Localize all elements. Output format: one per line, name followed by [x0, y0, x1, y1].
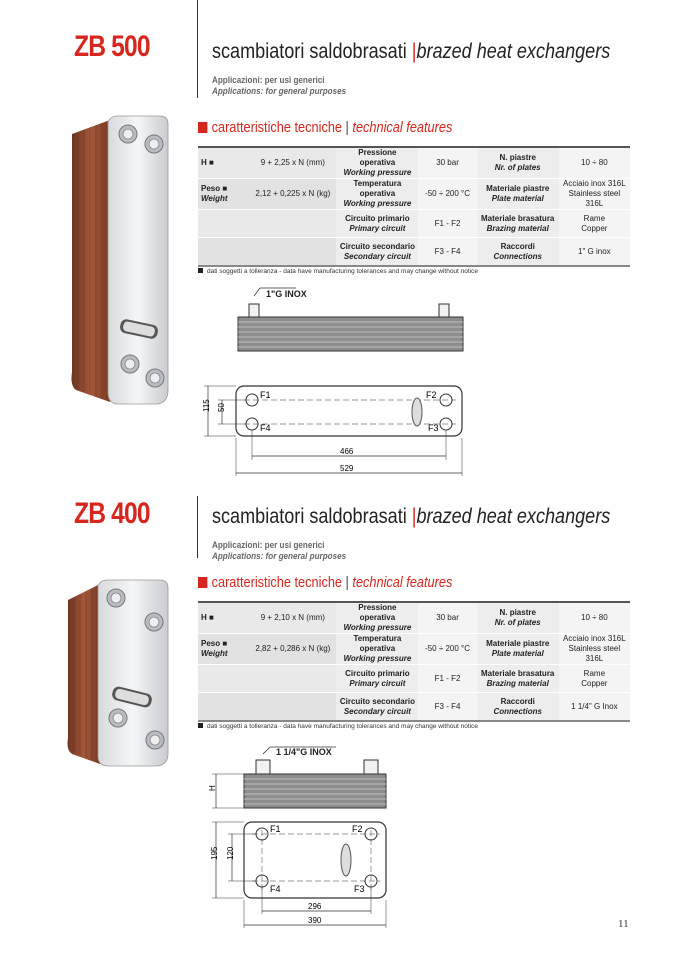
- dim-h-label: H: [208, 785, 217, 791]
- spec-key: [198, 238, 249, 267]
- port-f1-label: F1: [270, 824, 281, 834]
- spec-value-it: Rame: [583, 213, 606, 223]
- spec-key-it: Pressione operativa: [358, 148, 397, 167]
- features-heading: [198, 574, 452, 591]
- spec-key-it: Temperatura operativa: [353, 179, 402, 198]
- spec-key-it: Materiale brasatura: [481, 213, 555, 223]
- port-f4-label: F4: [260, 423, 271, 433]
- port-f3-label: F3: [428, 423, 439, 433]
- technical-drawing-zb500: [196, 282, 486, 478]
- spec-value-en: Stainless steel 316L: [568, 189, 621, 208]
- spec-key: [336, 665, 418, 693]
- spec-value-it: Acciaio inox 316L: [562, 179, 626, 188]
- spec-key: [477, 634, 559, 665]
- spec-value: [249, 693, 336, 722]
- spec-key: [198, 665, 249, 693]
- heat-exchanger-photo-zb400: [60, 578, 176, 768]
- model-title-zb400: ZB 400: [74, 497, 150, 530]
- spec-table-zb400: [198, 601, 630, 722]
- title-separator: |: [411, 40, 417, 63]
- spec-table-zb500: [198, 146, 630, 267]
- spec-value: 10 ÷ 80: [559, 147, 630, 179]
- spec-value: [559, 634, 630, 665]
- dim-height-outer: 115: [202, 399, 211, 412]
- side-view: [238, 288, 463, 351]
- spec-key: [198, 693, 249, 722]
- port-f4-label: F4: [270, 884, 281, 894]
- spec-key: [477, 238, 559, 267]
- spec-key: [336, 210, 418, 238]
- spec-key-en: Nr. of plates: [494, 618, 541, 627]
- spec-key-it: Temperatura operativa: [353, 634, 402, 653]
- spec-key-en: Weight: [201, 194, 228, 203]
- front-view: [210, 822, 386, 928]
- spec-key: [336, 238, 418, 267]
- red-square-icon: [198, 122, 207, 133]
- applications-en: Applications: for general purposes: [212, 551, 347, 561]
- spec-key: [477, 693, 559, 722]
- port-f2-label: F2: [352, 824, 363, 834]
- spec-value: 2,12 + 0,225 x N (kg): [249, 179, 336, 210]
- spec-key: [198, 602, 249, 634]
- spec-value: [249, 238, 336, 267]
- spec-key-en: Working pressure: [343, 168, 412, 177]
- section-title: [212, 505, 610, 529]
- spec-key-en: Brazing material: [486, 223, 549, 233]
- spec-key-it: Peso ■: [201, 639, 228, 648]
- spec-key-en: Nr. of plates: [494, 163, 541, 172]
- features-en: technical features: [352, 119, 453, 136]
- dim-height-outer: 195: [210, 846, 219, 860]
- spec-key-en: Brazing material: [486, 678, 549, 688]
- spec-key: [198, 179, 249, 210]
- spec-value: [559, 210, 630, 238]
- applications-it: Applicazioni: per usi generici: [212, 75, 325, 85]
- spec-key-it: Circuito primario: [345, 213, 410, 223]
- dim-width-ports: 296: [308, 902, 322, 911]
- spec-value-en: Stainless steel 316L: [568, 644, 621, 663]
- spec-value: 1 1/4" G Inox: [559, 693, 630, 722]
- dim-height-ports: 120: [226, 846, 235, 860]
- spec-key-it: Materiale piastre: [486, 184, 550, 193]
- features-en: technical features: [352, 574, 453, 591]
- features-it: caratteristiche tecniche: [211, 119, 342, 136]
- spec-key: [198, 634, 249, 665]
- spec-key: [198, 210, 249, 238]
- spec-value-it: Acciaio inox 316L: [562, 634, 626, 643]
- features-separator: |: [345, 119, 349, 136]
- spec-key: [477, 665, 559, 693]
- spec-value: 30 bar: [418, 147, 476, 179]
- spec-value: 30 bar: [418, 602, 476, 634]
- spec-key-it: Raccordi: [500, 241, 535, 251]
- spec-key: [336, 602, 418, 634]
- spec-key: [336, 693, 418, 722]
- spec-key-en: Primary circuit: [349, 223, 406, 233]
- applications-it: Applicazioni: per usi generici: [212, 540, 325, 550]
- spec-key-en: Weight: [201, 649, 228, 658]
- title-en: brazed heat exchangers: [416, 40, 611, 63]
- section-title: [212, 40, 610, 64]
- page-number: 11: [618, 918, 629, 930]
- spec-value: [249, 210, 336, 238]
- spec-key-it: Raccordi: [500, 696, 535, 706]
- spec-key-it: N. piastre: [499, 608, 536, 617]
- spec-key-en: Plate material: [491, 649, 544, 658]
- red-square-icon: [198, 577, 207, 588]
- bullet-square-icon: [198, 268, 203, 273]
- applications: [212, 75, 346, 97]
- spec-key: [336, 147, 418, 179]
- spec-value: 9 + 2,25 x N (mm): [249, 147, 336, 179]
- spec-value: 10 ÷ 80: [559, 602, 630, 634]
- spec-value: [559, 665, 630, 693]
- applications: [212, 540, 346, 562]
- connection-label: 1"G INOX: [266, 289, 307, 299]
- spec-key-it: Peso ■: [201, 184, 228, 193]
- port-f1-label: F1: [260, 390, 271, 400]
- spec-key-en: Secondary circuit: [343, 251, 411, 261]
- spec-key-it: Pressione operativa: [358, 603, 397, 622]
- heat-exchanger-photo-zb500: [62, 112, 177, 412]
- tolerance-note: [198, 268, 478, 275]
- model-title-zb500: ZB 500: [74, 30, 150, 63]
- spec-key-en: Working pressure: [343, 199, 412, 208]
- title-divider: [197, 496, 198, 558]
- title-separator: |: [411, 505, 417, 528]
- dim-width-ports: 466: [340, 447, 354, 456]
- port-f3-label: F3: [354, 884, 365, 894]
- spec-key-it: N. piastre: [499, 153, 536, 162]
- tolerance-note-text: dati soggetti a tolleranza - data have manufacturing tolerances and may change without notice: [207, 268, 479, 275]
- spec-value: F3 - F4: [418, 693, 476, 722]
- features-heading: [198, 119, 452, 136]
- spec-value-en: Copper: [581, 678, 608, 688]
- title-en: brazed heat exchangers: [416, 505, 611, 528]
- spec-key-it: H ■: [201, 613, 214, 622]
- spec-key-it: H ■: [201, 158, 214, 167]
- features-it: caratteristiche tecniche: [211, 574, 342, 591]
- port-f2-label: F2: [426, 390, 437, 400]
- spec-key-en: Working pressure: [343, 654, 412, 663]
- bullet-square-icon: [198, 723, 203, 728]
- side-view: [208, 747, 386, 808]
- spec-key-en: Primary circuit: [349, 678, 406, 688]
- spec-key-en: Secondary circuit: [343, 706, 411, 716]
- connection-label: 1 1/4"G INOX: [276, 747, 332, 757]
- spec-key: [198, 147, 249, 179]
- technical-drawing-zb400: [196, 740, 426, 930]
- spec-value: F1 - F2: [418, 210, 476, 238]
- spec-value: 9 + 2,10 x N (mm): [249, 602, 336, 634]
- tolerance-note: [198, 723, 478, 730]
- spec-key-it: Materiale piastre: [486, 639, 550, 648]
- spec-key-en: Working pressure: [343, 623, 412, 632]
- spec-value: F1 - F2: [418, 665, 476, 693]
- tolerance-note-text: dati soggetti a tolleranza - data have manufacturing tolerances and may change without notice: [207, 723, 479, 730]
- spec-value-en: Copper: [581, 223, 608, 233]
- dim-height-ports: 50: [217, 403, 226, 412]
- spec-key: [477, 210, 559, 238]
- spec-key-en: Connections: [493, 706, 542, 716]
- spec-value: -50 ÷ 200 °C: [418, 634, 476, 665]
- spec-key: [336, 179, 418, 210]
- title-it: scambiatori saldobrasati: [212, 505, 407, 528]
- spec-key: [477, 602, 559, 634]
- spec-key-it: Materiale brasatura: [481, 668, 555, 678]
- spec-value: -50 ÷ 200 °C: [418, 179, 476, 210]
- applications-en: Applications: for general purposes: [212, 86, 347, 96]
- spec-value: [249, 665, 336, 693]
- spec-key-en: Connections: [493, 251, 542, 261]
- spec-value-it: Rame: [583, 668, 606, 678]
- spec-key: [477, 147, 559, 179]
- dim-width-outer: 390: [308, 916, 322, 925]
- spec-key-en: Plate material: [491, 194, 544, 203]
- features-separator: |: [345, 574, 349, 591]
- front-view: [202, 386, 462, 476]
- spec-key-it: Circuito primario: [345, 668, 410, 678]
- title-divider: [197, 0, 198, 98]
- spec-key: [477, 179, 559, 210]
- spec-value: 2,82 + 0,286 x N (kg): [249, 634, 336, 665]
- spec-key-it: Circuito secondario: [339, 241, 415, 251]
- spec-value: 1" G inox: [559, 238, 630, 267]
- spec-value: [559, 179, 630, 210]
- spec-key: [336, 634, 418, 665]
- spec-key-it: Circuito secondario: [339, 696, 415, 706]
- spec-value: F3 - F4: [418, 238, 476, 267]
- dim-width-outer: 529: [340, 464, 354, 473]
- title-it: scambiatori saldobrasati: [212, 40, 407, 63]
